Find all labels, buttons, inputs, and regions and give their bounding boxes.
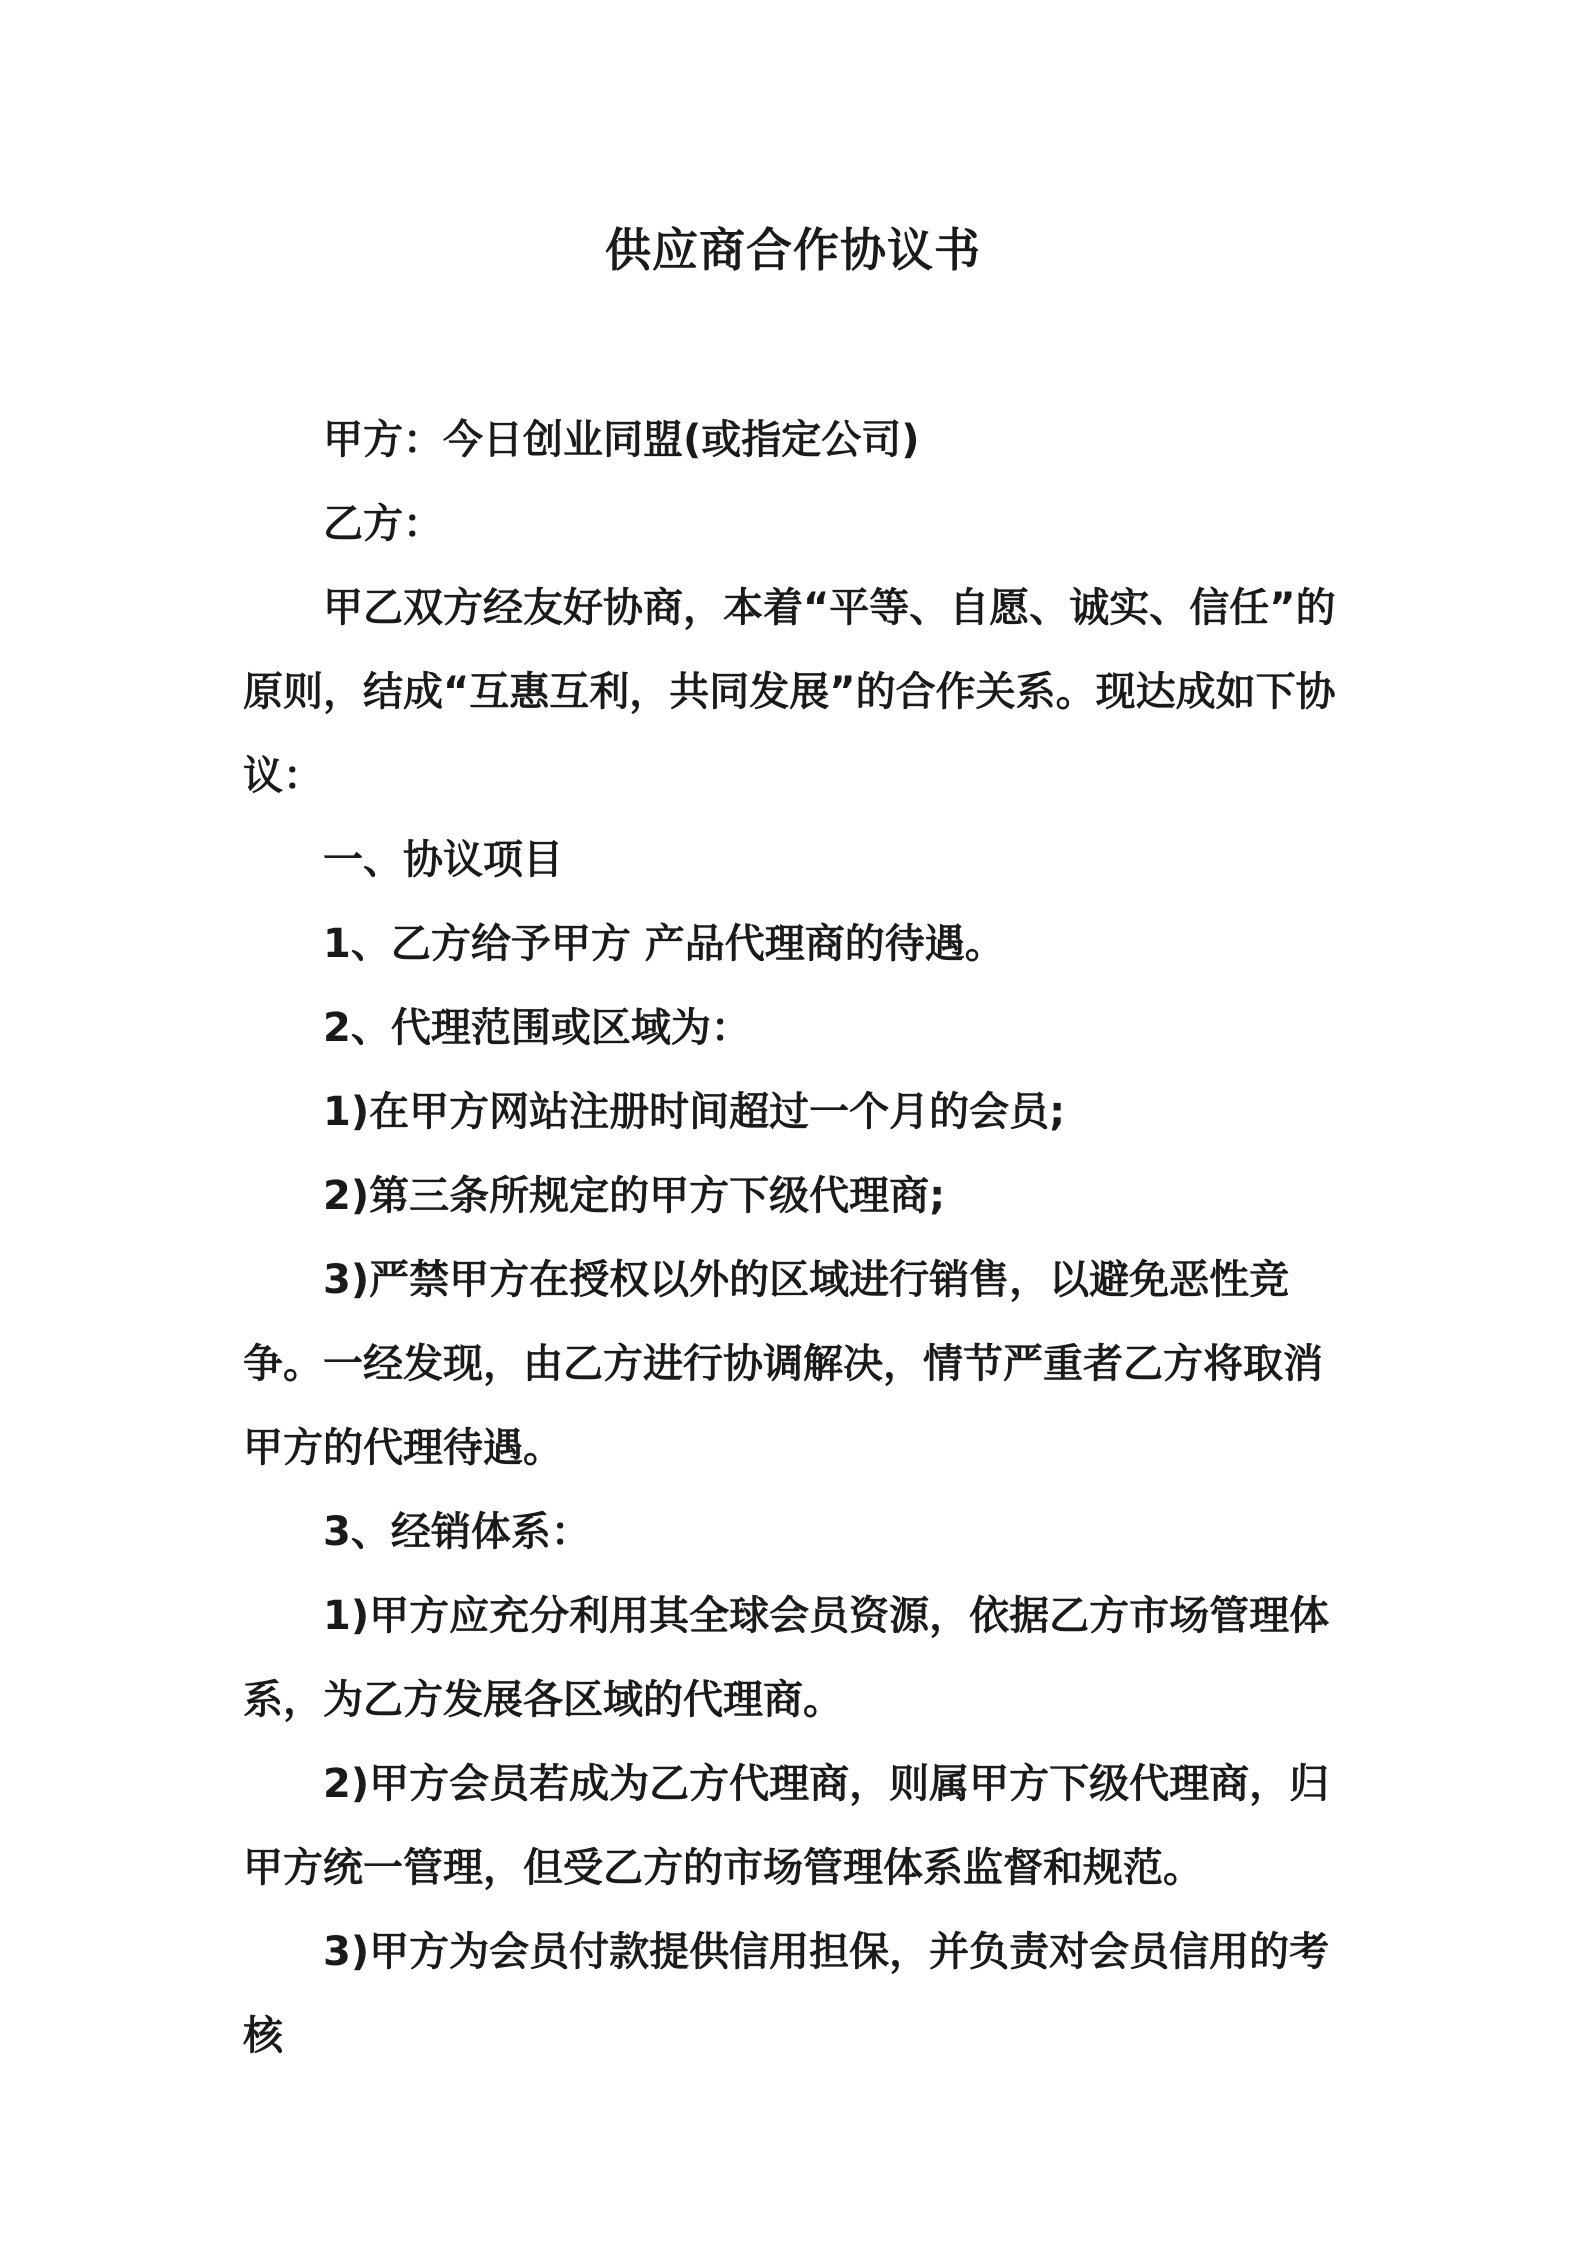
party-a-line: 甲方：今日创业同盟(或指定公司) (323, 417, 920, 463)
clause-paragraph: 1)甲方应充分利用其全球会员资源，依据乙方市场管理体系，为乙方发展各区域的代理商。 (243, 1593, 1330, 1723)
document-body (243, 398, 1353, 2078)
preamble-paragraph: 甲乙双方经友好协商，本着“平等、自愿、诚实、信任”的原则，结成“互惠互利，共同发展”的合作关系。现达成如下协议： (243, 585, 1336, 799)
clause-paragraph: 3、经销体系： (323, 1509, 591, 1555)
clause-paragraph: 1)在甲方网站注册时间超过一个月的会员; (323, 1089, 1066, 1135)
clause-paragraph: 2、代理范围或区域为： (323, 1005, 751, 1051)
clause-paragraph: 3)甲方为会员付款提供信用担保，并负责对会员信用的考核 (243, 1929, 1330, 2059)
clause-paragraph: 2)第三条所规定的甲方下级代理商; (323, 1173, 946, 1219)
section-heading: 一、协议项目 (323, 837, 563, 883)
party-b-line: 乙方： (323, 501, 443, 547)
clause-paragraph: 3)严禁甲方在授权以外的区域进行销售，以避免恶性竞争。一经发现，由乙方进行协调解决，情节严重者乙方将取消甲方的代理待遇。 (243, 1257, 1323, 1471)
clause-paragraph: 1、乙方给予甲方 产品代理商的待遇。 (323, 921, 1005, 967)
document-title: 供应商合作协议书 (605, 223, 981, 277)
clause-paragraph: 2)甲方会员若成为乙方代理商，则属甲方下级代理商，归甲方统一管理，但受乙方的市场管理体系监督和规范。 (243, 1761, 1330, 1891)
